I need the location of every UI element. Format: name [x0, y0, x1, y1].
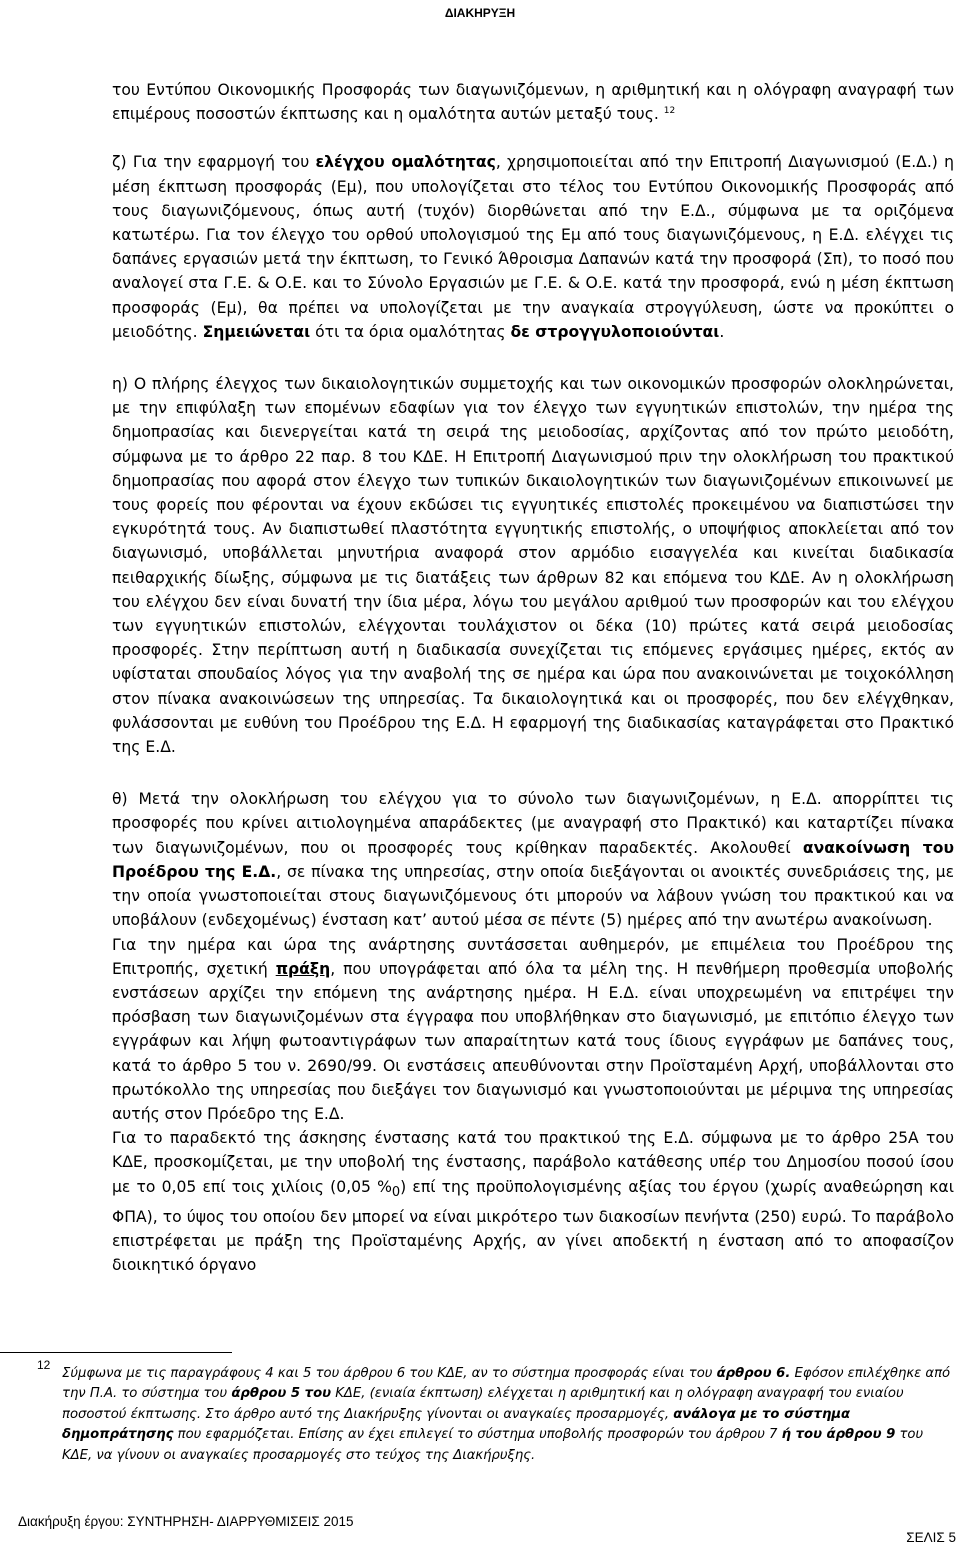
paragraph-announcement-day: Για την ημέρα και ώρα της ανάρτησης συντάσσεται αυθημερόν, με επιμέλεια του Προέδρου της Επιτροπής, σχετική πράξη, που υπογράφεται από όλα τα μέλη της. Η πενθήμερη προθεσμία υποβολής ενστάσεων αρχίζει την επόμενη της ανάρτησης ημέρα. Η Ε.Δ. είναι υποχρεωμένη να επιτρέψει την πρόσβαση των διαγωνιζομένων στα έγγραφα που υποβλήθηκαν στο διαγωνισμό, με επιτόπιο έλεγχο των εγγράφων και λήψη φωτοαντιγράφων των απαραίτητων κατά τους ίδιους εγγράφων με δαπάνες τους, κατά το άρθρο 5 του ν. 2690/99. Οι ενστάσεις απευθύνονται στην Προϊσταμένη Αρχή, υποβάλλονται στο πρωτόκολλο της υπηρεσίας που διεξάγει τον διαγωνισμό και γνωστοποιούνται με μέριμνα της υπηρεσίας αυτής στον Πρόεδρο της Ε.Δ.	[112, 935, 955, 1123]
document-header: ΔΙΑΚΗΡΥΞΗ	[444, 6, 516, 20]
paragraph-h: η) Ο πλήρης έλεγχος των δικαιολογητικών συμμετοχής και των οικονομικών προσφορών ολοκληρώνεται, με την επιφύλαξη των επομένων εδαφίων για τον έλεγχο των εγγυητικών επιστολών, την ημέρα της δημοπρασίας και διενεργείται κατά τη σειρά της μειοδοσίας, αρχίζοντας από τον πρώτο μειοδότη, σύμφωνα με το άρθρο 22 παρ. 8 του ΚΔΕ. Η Επιτροπή Διαγωνισμού πριν την ολοκλήρωση του πρακτικού δημοπρασίας που αφορά στον έλεγχο των τυπικών δικαιολογητικών των διαγωνιζομένων επικοινωνεί με τους φορείς που φέρονται να έχουν εκδώσει τις εγγυητικές επιστολές προκειμένου να διαπιστώσει την εγκυρότητά τους. Αν διαπιστωθεί πλαστότητα εγγυητικής επιστολής, ο υποψήφιος αποκλείεται από τον διαγωνισμό, υποβάλλεται μηνυτήρια αναφορά στον αρμόδιο εισαγγελέα και κινείται διαδικασία πειθαρχικής δίωξης, σύμφωνα με τις διατάξεις των άρθρων 82 και επόμενα του ΚΔΕ. Αν η ολοκλήρωση του ελέγχου δεν είναι δυνατή την ίδια μέρα, λόγω του μεγάλου αριθμού των προσφορών και του ελέγχου των εγγυητικών επιστολών, ελέγχονται τουλάχιστον οι δέκα (10) πρώτες κατά σειρά μειοδοσίας προσφορές. Στην περίπτωση αυτή η διαδικασία συνεχίζεται τις επόμενες εργάσιμες ημέρες, εκτός αν υφίσταται σπουδαίος λόγος για την αναβολή της σε ημέρα και ώρα που ανακοινώνεται με τοιχοκόλληση στον πίνακα ανακοινώσεων της υπηρεσίας. Τα δικαιολογητικά και οι προσφορές, που δεν ελέγχθηκαν, φυλάσσονται με ευθύνη του Προέδρου της Ε.Δ. Η εφαρμογή της διαδικασίας καταγράφεται στο Πρακτικό της Ε.Δ.	[112, 375, 954, 757]
paragraph-intro: του Εντύπου Οικονομικής Προσφοράς των διαγωνιζόμενων, η αριθμητική και η ολόγραφη αναγραφή των επιμέρους ποσοστών έκπτωσης και η ομαλότητα αυτών μεταξύ τους. $^{12}$	[112, 81, 954, 124]
footnote-number: 12	[37, 1358, 51, 1372]
page-number: ΣΕΛΙΣ 5	[906, 1530, 956, 1545]
footer-project: Διακήρυξη έργου: ΣΥΝΤΗΡΗΣΗ- ΔΙΑΡΡΥΘΜΙΣΕΙΣ 2015	[18, 1514, 354, 1529]
document-body	[112, 78, 954, 1277]
paragraph-admissibility: Για το παραδεκτό της άσκησης ένστασης κατά του πρακτικού της Ε.Δ. σύμφωνα με το άρθρο 25Α του ΚΔΕ, προσκομίζεται, με την υποβολή της ένστασης, παράβολο κατάθεσης υπέρ του Δημοσίου ποσού ίσου με το 0,05 επί τοις χιλίοις (0,05 $\%_0$) επί της προϋπολογισμένης αξίας του έργου (χωρίς αναθεώρηση και ΦΠΑ), το ύψος του οποίου δεν μπορεί να είναι μικρότερο των διακοσίων πενήντα (250) ευρώ. Το παράβολο επιστρέφεται με πράξη της Προϊσταμένης Αρχής, αν γίνει αποδεκτή η ένσταση από το αποφασίζον διοικητικό όργανο	[112, 1129, 954, 1275]
paragraph-th: θ) Μετά την ολοκλήρωση του ελέγχου για το σύνολο των διαγωνιζομένων, η Ε.Δ. απορρίπτει τις προσφορές που κρίνει αιτιολογημένα απαράδεκτες (με αναγραφή στο Πρακτικό) και καταρτίζει πίνακα των διαγωνιζομένων, που οι προσφορές τους κρίθηκαν παραδεκτές. Ακολουθεί ανακοίνωση του Προέδρου της Ε.Δ., σε πίνακα της υπηρεσίας, στην οποία διεξάγονται οι ανοικτές συνεδριάσεις της, με την οποία γνωστοποιείται στους διαγωνιζόμενους ότι μπορούν να λάβουν γνώση του πρακτικού και να υποβάλουν (ενδεχομένως) ένσταση κατ’ αυτού μέσα σε πέντε (5) ημέρες από την ανωτέρω ανακοίνωση.	[112, 790, 955, 930]
paragraph-z: ζ) Για την εφαρμογή του ελέγχου ομαλότητας, χρησιμοποιείται από την Επιτροπή Διαγωνισμού (Ε.Δ.) η μέση έκπτωση προσφοράς (Εμ), που υπολογίζεται στο τέλος του Εντύπου Οικονομικής Προσφοράς από τους διαγωνιζόμενους, όπως αυτή (τυχόν) διορθώνεται από την Ε.Δ., σύμφωνα με τα οριζόμενα κατωτέρω. Για τον έλεγχο του ορθού υπολογισμού της Εμ από τους διαγωνιζόμενους, η Ε.Δ. ελέγχει τις δαπάνες εργασιών μετά την έκπτωση, το Γενικό Άθροισμα Δαπανών κατά την προσφορά (Σπ), το ποσό που αναλογεί στα Γ.Ε. & Ο.Ε. και το Σύνολο Εργασιών με Γ.Ε. & Ο.Ε. κατά την προσφορά, ενώ η μέση έκπτωση προσφοράς (Εμ), θα πρέπει να υπολογίζεται με την αναγκαία στρογγύλευση, ώστε να προκύπτει ο μειοδότης. Σημειώνεται ότι τα όρια ομαλότητας δε στρογγυλοποιούνται.	[112, 153, 954, 341]
footnote-separator	[0, 1352, 232, 1353]
footnote-ref[interactable]: 12	[663, 106, 676, 117]
footnote: Σύμφωνα με τις παραγράφους 4 και 5 του άρθρου 6 του ΚΔΕ, αν το σύστημα προσφοράς είναι του άρθρου 6. Εφόσον επιλέχθηκε από την Π.Α. το σύστημα του άρθρου 5 του ΚΔΕ, (ενιαία έκπτωση) ελέγχεται η αριθμητική και η ολόγραφη αναγραφή του ενιαίου ποσοστού έκπτωσης. Στο άρθρο αυτό της Διακήρυξης γίνονται οι αναγκαίες προσαρμογές, ανάλογα με το σύστημα δημοπράτησης που εφαρμόζεται. Επίσης αν έχει επιλεγεί το σύστημα υποβολής προσφορών του άρθρου 7 ή του άρθρου 9 του ΚΔΕ, να γίνουν οι αναγκαίες προσαρμογές στο τεύχος της Διακήρυξης.	[62, 1366, 951, 1463]
